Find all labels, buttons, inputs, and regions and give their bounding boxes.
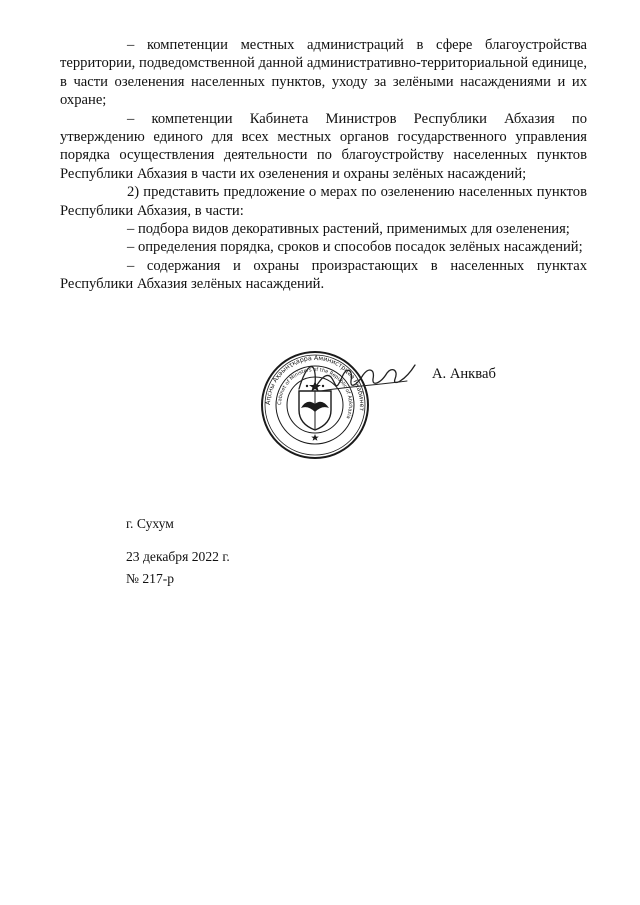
- paragraph-planting-order: – определения порядка, сроков и способов посадок зелёных насаждений;: [127, 239, 583, 256]
- paragraph-proposal: 2) представить предложение о мерах по озеленению населенных пунктов Республики Абхазия, в части:: [60, 184, 587, 219]
- document-body: [60, 36, 587, 294]
- issue-city: г. Сухум: [126, 516, 174, 531]
- paragraph-competence-cabinet: – компетенции Кабинета Министров Республики Абхазия по утверждению единого для всех местных органов государственного управления порядка осуществления деятельности по благоустройству населенных пунктов Республики Абхазия в части их озеленения и охраны зелёных насаждений;: [60, 110, 587, 182]
- paragraph-maintenance: – содержания и охраны произрастающих в населенных пунктах Республики Абхазия зелёных насаждений.: [60, 257, 587, 293]
- seal-outer-text: Аԥсны Аҳәынҭқарра Аминистрцәа Ркабинет: [264, 354, 366, 412]
- document-number: № 217-р: [126, 571, 175, 586]
- seal-inner-text: Cabinet of Ministers of the Republic of Abkhazia: [276, 366, 354, 420]
- signatory-name: А. Анкваб: [432, 366, 496, 382]
- paragraph-competence-local: – компетенции местных администраций в сфере благоустройства территории, подведомственной данной административно-территориальной единице, в части озеленения населенных пунктов, уходу за зелёными насаждениями и их охране;: [60, 37, 587, 109]
- handwritten-signature: [295, 355, 420, 400]
- issue-date: 23 декабря 2022 г.: [126, 549, 230, 564]
- paragraph-plant-selection: – подбора видов декоративных растений, применимых для озеленения;: [127, 221, 570, 238]
